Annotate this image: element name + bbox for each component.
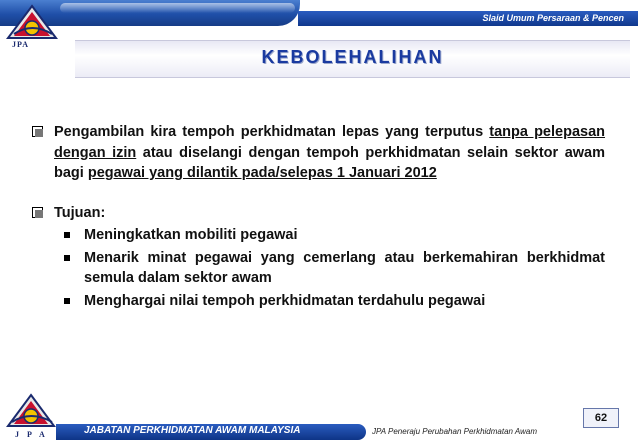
- footer-org-name: JABATAN PERKHIDMATAN AWAM MALAYSIA: [84, 425, 301, 436]
- sub-bullet-item: [32, 248, 605, 289]
- square-bullet-icon: [64, 255, 70, 261]
- sub-bullet-text: Menghargai nilai tempoh perkhidmatan terdahulu pegawai: [84, 292, 486, 309]
- page-number: 62: [583, 408, 619, 428]
- underlined-text: tanpa pelepasan dengan izin: [54, 124, 605, 161]
- logo-label: JPA: [12, 40, 30, 49]
- sub-bullet-item: [32, 291, 605, 312]
- top-header: [0, 0, 638, 28]
- checkbox-bullet-icon: [32, 207, 43, 218]
- underlined-text: pegawai yang dilantik pada/selepas 1 Januari 2012: [87, 165, 437, 181]
- bullet-text: Pengambilan kira tempoh perkhidmatan lepas yang terputus: [54, 124, 490, 140]
- square-bullet-icon: [64, 298, 70, 304]
- square-bullet-icon: [64, 232, 70, 238]
- page-title: KEBOLEHALIHAN: [261, 47, 444, 67]
- checkbox-bullet-icon: [32, 126, 43, 137]
- bullet-text: atau diselangi dengan tempoh perkhidmatan selain sektor awam bagi: [54, 144, 605, 181]
- bullet-item: [32, 203, 605, 224]
- sub-bullet-item: [32, 225, 605, 246]
- slide-tag: Slaid Umum Persaraan & Pencen: [482, 13, 624, 23]
- title-bar: [75, 40, 630, 78]
- slide-content: [32, 122, 605, 311]
- bullet-heading: Tujuan:: [54, 204, 106, 221]
- footer-tagline: JPA Peneraju Perubahan Perkhidmatan Awam: [372, 427, 537, 436]
- footer-logo-label: J P A: [15, 430, 48, 439]
- swoosh-highlight: [60, 3, 295, 13]
- bullet-item: [32, 122, 605, 184]
- sub-bullet-text: Menarik minat pegawai yang cemerlang atau berkemahiran berkhidmat semula dalam sektor awam: [84, 249, 605, 286]
- sub-bullet-text: Meningkatkan mobiliti pegawai: [84, 227, 298, 243]
